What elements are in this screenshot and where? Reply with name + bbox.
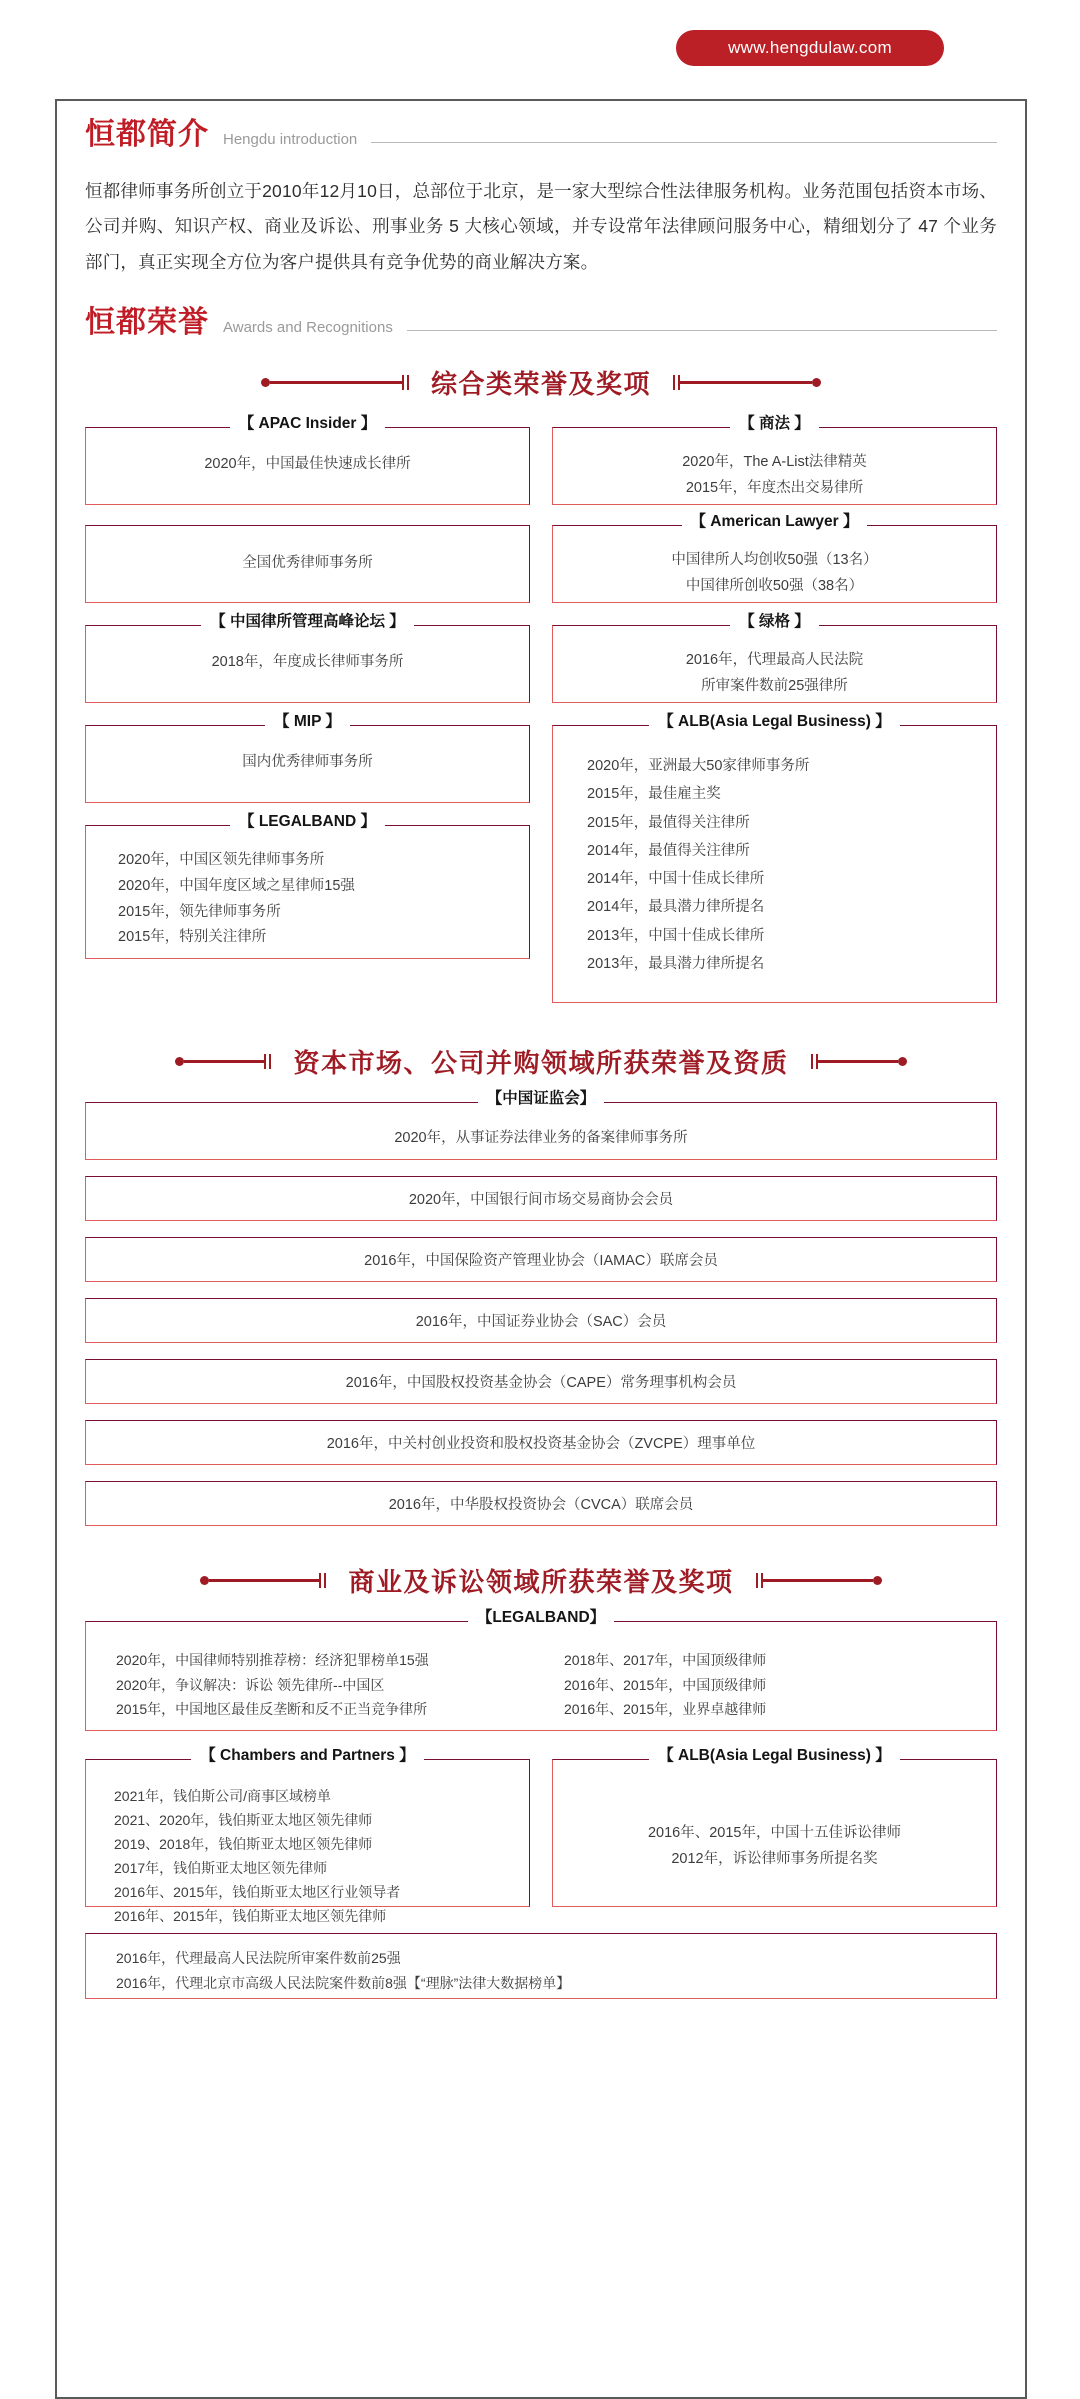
award-line: 2015年，中国地区最佳反垄断和反不正当竞争律所: [116, 1701, 428, 1718]
award-box-body: [104, 452, 511, 478]
award-line: 2015年，最值得关注律所: [587, 814, 750, 831]
intro-title-cn: 恒都简介: [85, 118, 209, 151]
award-line: 2014年，最值得关注律所: [587, 842, 750, 859]
award-line: 2016年、2015年，钱伯斯亚太地区领先律师: [114, 1908, 387, 1925]
row-text: 2020年，中国银行间市场交易商协会会员: [408, 1192, 674, 1209]
award-line: 2015年，领先律师事务所: [118, 903, 281, 920]
ornament-left: [175, 1054, 271, 1069]
award-box-body: [569, 1820, 980, 1872]
section1-title-row: [85, 364, 997, 401]
ornament-dot-icon: [898, 1057, 907, 1066]
award-box-body: [118, 848, 529, 951]
section2-title: 资本市场、公司并购领域所获荣誉及资质: [293, 1049, 789, 1079]
award-line: 2020年，中国律师特别推荐榜：经济犯罪榜单15强: [116, 1652, 429, 1669]
award-line: 中国律所创收50强（38名）: [685, 577, 864, 594]
ornament-dot-icon: [812, 378, 821, 387]
award-line: 2012年，诉讼律师事务所提名奖: [671, 1851, 878, 1868]
award-box-title: 【 Chambers and Partners 】: [86, 1748, 529, 1764]
award-line: 2020年，中国最佳快速成长律所: [204, 456, 411, 473]
qualification-row-csrc[interactable]: [85, 1090, 997, 1160]
ornament-dot-icon: [200, 1576, 209, 1585]
award-box-apac-insider[interactable]: [85, 415, 530, 505]
award-box-body: [587, 752, 996, 978]
award-box-body: [242, 551, 373, 577]
ornament-right: [673, 375, 821, 390]
qualification-row-cvca[interactable]: [85, 1481, 997, 1526]
award-box-national-excellent[interactable]: [85, 525, 530, 603]
section1-right-column: [552, 415, 997, 1003]
ornament-bar: [763, 1579, 873, 1582]
award-box-title: 【LEGALBAND】: [86, 1610, 996, 1626]
qualification-row-nafmii[interactable]: [85, 1176, 997, 1221]
award-line: 2021、2020年，钱伯斯亚太地区领先律师: [114, 1812, 373, 1829]
section3-title: 商业及诉讼领域所获荣誉及奖项: [348, 1568, 734, 1598]
award-line: 2019、2018年，钱伯斯亚太地区领先律师: [114, 1836, 373, 1853]
ornament-ticks-icon: [264, 1054, 271, 1069]
award-line: 2014年，最具潜力律所提名: [587, 899, 765, 916]
intro-section-header: [85, 120, 997, 150]
ornament-bar: [680, 381, 812, 384]
qualification-row-cape[interactable]: [85, 1359, 997, 1404]
ornament-left: [261, 375, 409, 390]
award-box-law-firm-summit[interactable]: [85, 613, 530, 703]
award-box-body: [108, 1648, 974, 1722]
award-line: 全国优秀律师事务所: [242, 555, 373, 572]
awards-title-cn: 恒都荣誉: [85, 306, 209, 340]
row-title: 【中国证监会】: [86, 1091, 996, 1107]
award-box-body: [571, 548, 978, 600]
award-line: 2020年，争议解决：诉讼 领先律所--中国区: [116, 1676, 385, 1693]
award-box-title: 【 中国律所管理高峰论坛 】: [86, 614, 529, 630]
website-url-text: www.hengdulaw.com: [728, 38, 892, 57]
section2-rows: [85, 1090, 997, 1526]
award-line: 2018年，年度成长律师事务所: [211, 654, 404, 671]
award-box-title: 【 American Lawyer 】: [553, 514, 996, 530]
section3-columns: [85, 1747, 997, 1925]
awards-header-rule: [407, 330, 997, 331]
intro-paragraph: 恒都律师事务所创立于2010年12月10日，总部位于北京，是一家大型综合性法律服务机构。业务范围包括资本市场、公司并购、知识产权、商业及诉讼、刑事业务 5 大核心领域，并专设常年法律顾问服务中心，精细划分了 47 个业务部门，真正实现全方位为客户提供具有竞争优势的商业解决方案。: [85, 181, 997, 272]
qualification-row-sac[interactable]: [85, 1298, 997, 1343]
award-box-body: [114, 1784, 529, 1928]
award-line: 2015年，最佳雇主奖: [587, 786, 721, 803]
award-box-body: [104, 650, 511, 676]
award-box-china-business-law[interactable]: [552, 415, 997, 505]
intro-title-en: Hengdu introduction: [223, 131, 358, 148]
award-box-body: [571, 450, 978, 502]
ornament-dot-icon: [873, 1576, 882, 1585]
section2-title-row: [85, 1043, 997, 1080]
intro-header-rule: [371, 142, 997, 143]
row-text: 2016年，中国证券业协会（SAC）会员: [415, 1314, 667, 1331]
award-box-chambers-and-partners[interactable]: [85, 1747, 530, 1925]
award-line: 2016年、2015年，钱伯斯亚太地区行业领导者: [114, 1884, 401, 1901]
qualification-row-iamac[interactable]: [85, 1237, 997, 1282]
award-box-legalband[interactable]: [85, 813, 530, 959]
award-line: 2020年，亚洲最大50家律师事务所: [587, 758, 810, 775]
award-box-title: 【 LEGALBAND 】: [86, 814, 529, 830]
award-line: 2015年，特别关注律所: [118, 929, 267, 946]
row-text: 2016年，中华股权投资协会（CVCA）联席会员: [388, 1497, 694, 1514]
award-box-title: 【 ALB(Asia Legal Business) 】: [553, 714, 996, 730]
award-box-title: 【 MIP 】: [86, 714, 529, 730]
award-line: 2017年，钱伯斯亚太地区领先律师: [114, 1860, 328, 1877]
ornament-bar: [270, 381, 402, 384]
section1-title: 综合类荣誉及奖项: [430, 370, 651, 400]
award-line: 2015年，年度杰出交易律所: [685, 479, 864, 496]
award-line: 2014年，中国十佳成长律所: [587, 871, 765, 888]
award-line: 2016年、2015年，业界卓越律师: [564, 1701, 767, 1718]
page-content: [85, 120, 997, 1999]
row-text: 2016年，中关村创业投资和股权投资基金协会（ZVCPE）理事单位: [326, 1436, 756, 1453]
award-line: 2020年，中国区领先律师事务所: [118, 852, 325, 869]
ornament-right: [756, 1573, 882, 1588]
award-box-legalband-litigation[interactable]: [85, 1609, 997, 1731]
award-line: 2016年、2015年，中国十五佳诉讼律师: [647, 1825, 901, 1842]
award-line: 2016年，代理最高人民法院: [685, 652, 864, 669]
ornament-bar: [184, 1060, 264, 1063]
award-line: 2021年，钱伯斯公司/商事区域榜单: [114, 1788, 332, 1805]
ornament-dot-icon: [175, 1057, 184, 1066]
award-box-title: 【 APAC Insider 】: [86, 416, 529, 432]
row-text: 2020年，从事证券法律业务的备案律师事务所: [394, 1129, 688, 1146]
ornament-ticks-icon: [811, 1054, 818, 1069]
award-box-body: [104, 750, 511, 776]
ornament-bar: [209, 1579, 319, 1582]
section3-title-row: [85, 1562, 997, 1599]
award-line: 2016年、2015年，中国顶级律师: [564, 1676, 767, 1693]
section1-columns: [85, 415, 997, 1003]
award-line: 国内优秀律师事务所: [242, 754, 373, 771]
ornament-ticks-icon: [673, 375, 680, 390]
legalband-left-lines: [108, 1648, 526, 1722]
award-box-body: [571, 648, 978, 700]
award-line: 2020年，The A-List法律精英: [682, 454, 867, 471]
award-line: 2020年，中国年度区域之星律师15强: [118, 877, 355, 894]
award-box-title: 【 商法 】: [553, 416, 996, 432]
award-box-title: 【 绿格 】: [553, 614, 996, 630]
award-box-american-lawyer[interactable]: [552, 513, 997, 603]
award-line: 2013年，中国十佳成长律所: [587, 927, 765, 944]
award-line: 2013年，最具潜力律所提名: [587, 955, 765, 972]
row-text: 2016年，中国保险资产管理业协会（IAMAC）联席会员: [364, 1253, 718, 1270]
award-box-case-volume-rankings[interactable]: [85, 1933, 997, 1999]
award-box-body: [116, 1946, 996, 1996]
ornament-bar: [818, 1060, 898, 1063]
qualification-row-zvcpe[interactable]: [85, 1420, 997, 1465]
award-line: 2018年、2017年，中国顶级律师: [564, 1652, 767, 1669]
ornament-ticks-icon: [756, 1573, 763, 1588]
website-url-badge[interactable]: [676, 30, 944, 66]
award-box-lvge[interactable]: [552, 613, 997, 703]
awards-title-en: Awards and Recognitions: [223, 319, 393, 337]
award-line: 所审案件数前25强律所: [701, 677, 848, 694]
award-line: 2016年，代理北京市高级人民法院案件数前8强【“理脉”法律大数据榜单】: [116, 1975, 571, 1992]
award-box-alb[interactable]: [552, 713, 997, 1003]
row-text: 2016年，中国股权投资基金协会（CAPE）常务理事机构会员: [345, 1375, 737, 1392]
awards-section-header: [85, 308, 997, 338]
award-box-alb-litigation[interactable]: [552, 1747, 997, 1907]
ornament-right: [811, 1054, 907, 1069]
section1-left-column: [85, 415, 530, 1003]
award-line: 中国律所人均创收50强（13名）: [671, 552, 878, 569]
ornament-dot-icon: [261, 378, 270, 387]
award-box-mip[interactable]: [85, 713, 530, 803]
award-box-title: 【 ALB(Asia Legal Business) 】: [553, 1748, 996, 1764]
legalband-right-lines: [526, 1648, 974, 1722]
award-line: 2016年，代理最高人民法院所审案件数前25强: [116, 1950, 401, 1967]
ornament-ticks-icon: [402, 375, 409, 390]
ornament-left: [200, 1573, 326, 1588]
ornament-ticks-icon: [319, 1573, 326, 1588]
